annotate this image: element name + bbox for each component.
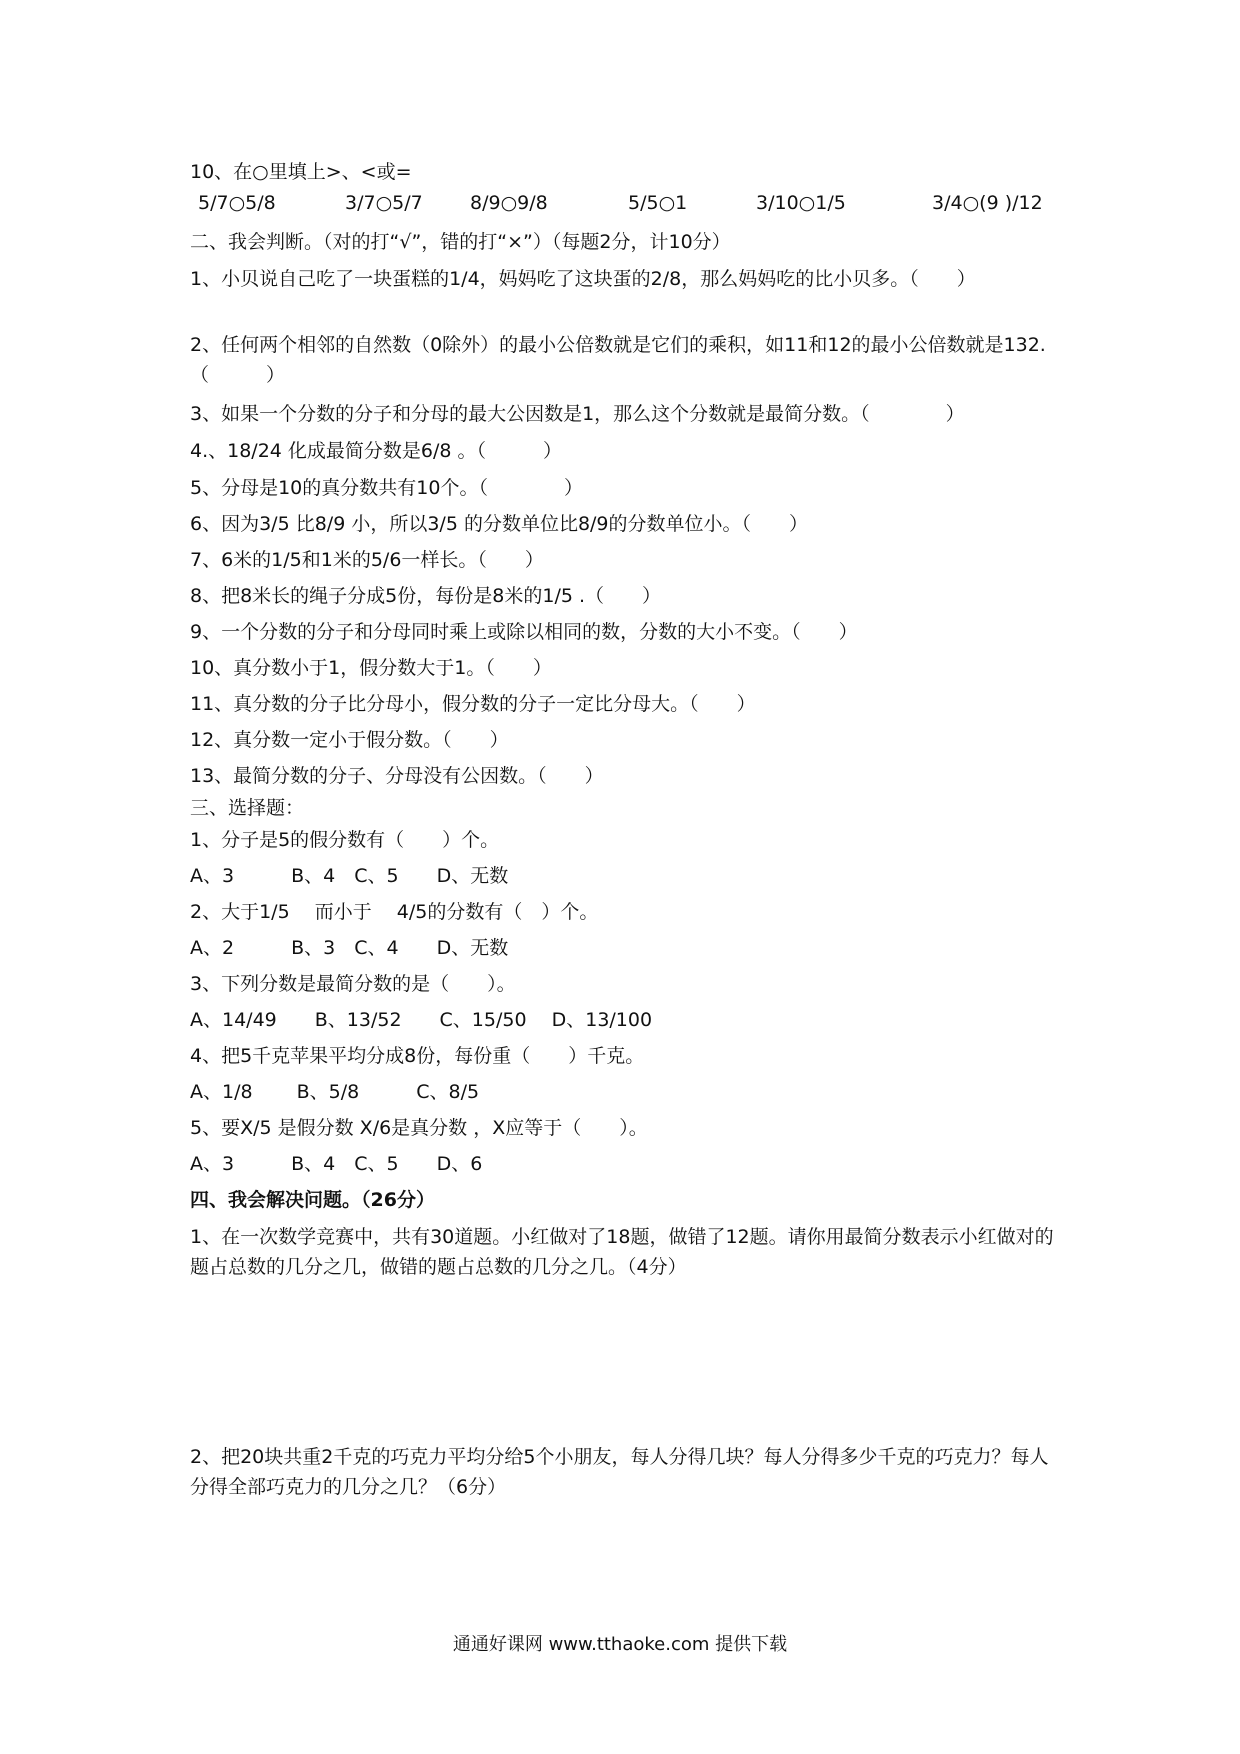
choice-question: 3、下列分数是最简分数的是（ ）。	[190, 973, 516, 995]
choice-question: 5、要X/5 是假分数 X/6是真分数 ，X应等于（ ）。	[190, 1117, 648, 1139]
judge-item-3: 3、如果一个分数的分子和分母的最大公因数是1，那么这个分数就是最简分数。（ ）	[190, 403, 965, 425]
judge-item-13: 13、最简分数的分子、分母没有公因数。（ ）	[190, 765, 604, 787]
section-2-heading: 二、我会判断。（对的打“√”，错的打“×”）（每题2分，计10分）	[190, 231, 731, 253]
section-3-heading: 三、选择题：	[190, 797, 305, 819]
judge-item-10: 10、真分数小于1，假分数大于1。（ ）	[190, 657, 552, 679]
choice-options: A、1/8 B、5/8 C、8/5	[190, 1081, 480, 1103]
judge-item-12: 12、真分数一定小于假分数。（ ）	[190, 729, 509, 751]
judge-item-5: 5、分母是10的真分数共有10个。（ ）	[190, 477, 583, 499]
comparison-item: 8/9○9/8	[470, 192, 548, 214]
choice-options: A、2 B、3 C、4 D、无数	[190, 937, 509, 959]
judge-item-4: 4.、18/24 化成最简分数是6/8 。（ ）	[190, 440, 563, 462]
judge-item-11: 11、真分数的分子比分母小，假分数的分子一定比分母大。（ ）	[190, 693, 756, 715]
judge-item-9: 9、一个分数的分子和分母同时乘上或除以相同的数，分数的大小不变。（ ）	[190, 621, 858, 643]
choice-options: A、14/49 B、13/52 C、15/50 D、13/100	[190, 1009, 653, 1031]
choice-question: 1、分子是5的假分数有（ ）个。	[190, 829, 500, 851]
judge-item-1: 1、小贝说自己吃了一块蛋糕的1/4，妈妈吃了这块蛋的2/8，那么妈妈吃的比小贝多。（ ）	[190, 268, 976, 290]
choice-question: 2、大于1/5 而小于 4/5的分数有（ ）个。	[190, 901, 599, 923]
comparison-row	[0, 192, 1240, 218]
choice-options: A、3 B、4 C、5 D、6	[190, 1153, 483, 1175]
question-10-title: 10、在○里填上>、<或=	[190, 161, 412, 183]
comparison-item: 3/4○(9 )/12	[932, 192, 1043, 214]
comparison-item: 3/10○1/5	[756, 192, 846, 214]
comparison-item: 5/5○1	[628, 192, 688, 214]
footer-source: 通通好课网 www.tthaoke.com 提供下载	[452, 1634, 788, 1655]
comparison-item: 5/7○5/8	[198, 192, 276, 214]
comparison-item: 3/7○5/7	[345, 192, 423, 214]
section-4-heading: 四、我会解决问题。（26分）	[190, 1189, 435, 1211]
judge-item-2: 2、任何两个相邻的自然数（0除外）的最小公倍数就是它们的乘积，如11和12的最小公倍数就是132.（ ）	[190, 334, 1046, 386]
choice-options: A、3 B、4 C、5 D、无数	[190, 865, 509, 887]
problem-2: 2、把20块共重2千克的巧克力平均分给5个小朋友，每人分得几块？每人分得多少千克的巧克力？每人分得全部巧克力的几分之几？（6分）	[190, 1446, 1049, 1498]
choice-question: 4、把5千克苹果平均分成8份，每份重（ ）千克。	[190, 1045, 645, 1067]
judge-item-7: 7、6米的1/5和1米的5/6一样长。（ ）	[190, 549, 544, 571]
problem-1: 1、在一次数学竞赛中，共有30道题。小红做对了18题，做错了12题。请你用最简分数表示小红做对的题占总数的几分之几，做错的题占总数的几分之几。（4分）	[190, 1226, 1054, 1278]
judge-item-8: 8、把8米长的绳子分成5份，每份是8米的1/5 .（ ）	[190, 585, 662, 607]
judge-item-6: 6、因为3/5 比8/9 小，所以3/5 的分数单位比8/9的分数单位小。（ ）	[190, 513, 809, 535]
